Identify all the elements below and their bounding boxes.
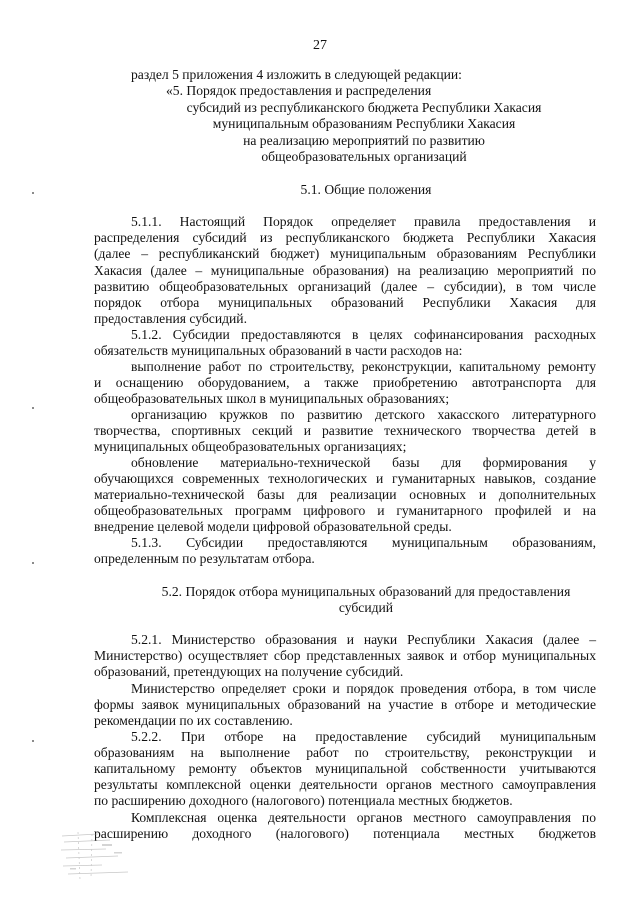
paragraph-line: обязательств муниципальных образований в части расходов на: — [94, 343, 463, 358]
paragraph-line: образованиям на выполнение работ по строительству, реконструкции и — [94, 745, 596, 760]
paragraph-line: образований, претендующих на получение субсидий. — [94, 664, 404, 679]
page-number: 27 — [313, 38, 327, 53]
paragraph-line: 5.1.2. Субсидии предоставляются в целях софинансирования расходных — [131, 327, 596, 342]
scan-mark — [32, 562, 34, 564]
scan-mark — [32, 192, 34, 194]
paragraph-line: 5.1.1. Настоящий Порядок определяет правила предоставления и — [131, 214, 596, 229]
paragraph-line: Комплексная оценка деятельности органов местного самоуправления по — [131, 810, 596, 825]
paragraph-line: 5.2.2. При отборе на предоставление субсидий муниципальным — [131, 729, 596, 744]
faint-stamp-icon — [58, 828, 166, 884]
paragraph-line: творчества, спортивных секций и развитие технического творчества детей в — [94, 423, 596, 438]
title-line: «5. Порядок предоставления и распределения — [166, 83, 432, 98]
scan-mark — [32, 407, 34, 409]
paragraph-line: расширению доходного (налогового) потенциала местных бюджетов — [94, 826, 596, 841]
paragraph-line: развитию общеобразовательных организаций (далее – субсидии), в том числе — [94, 279, 596, 294]
paragraph-line: результаты комплексной оценки деятельности органов местного самоуправления — [94, 777, 596, 792]
paragraph-line: формы заявок муниципальных образований на участие в отборе и методические — [94, 697, 596, 712]
paragraph-line: организацию кружков по развитию детского хакасского литературного — [131, 407, 596, 422]
paragraph-line: капитальному ремонту объектов муниципальной собственности учитываются — [94, 761, 596, 776]
section-heading-5-2: 5.2. Порядок отбора муниципальных образований для предоставления — [161, 584, 571, 599]
title-line: муниципальным образованиям Республики Хакасия — [212, 116, 516, 131]
paragraph-line: (далее – республиканский бюджет) муниципальным образованиям Республики — [94, 246, 596, 261]
paragraph-line: Хакасия (далее – муниципальные образования) на реализацию мероприятий по — [94, 263, 596, 278]
scan-mark — [32, 740, 34, 742]
paragraph-line: Министерство определяет сроки и порядок проведения отбора, в том числе — [131, 681, 596, 696]
paragraph-line: обновление материально-технической базы для формирования у — [131, 455, 596, 470]
paragraph-line: распределения субсидий из республиканского бюджета Республики Хакасия — [94, 230, 596, 245]
paragraph-line: по расширению доходного (налогового) потенциала местных бюджетов. — [94, 793, 513, 808]
paragraph-line: и оснащению оборудованием, а также приобретению автотранспорта для — [94, 375, 596, 390]
title-line: общеобразовательных организаций — [261, 149, 467, 164]
paragraph-line: общеобразовательных школ в муниципальных образованиях; — [94, 391, 450, 406]
section-heading-5-1: 5.1. Общие положения — [300, 182, 432, 197]
paragraph-line: общеобразовательных программ цифрового и гуманитарного профилей и на — [94, 503, 596, 518]
paragraph-line: материально-технической базы для реализации основных и дополнительных — [94, 487, 596, 502]
paragraph-line: 5.1.3. Субсидии предоставляются муниципальным образованиям, — [131, 535, 596, 550]
title-line: субсидий из республиканского бюджета Республики Хакасия — [186, 100, 542, 115]
paragraph-line: предоставления субсидий. — [94, 311, 247, 326]
paragraph-line: выполнение работ по строительству, реконструкции, капитальному ремонту — [131, 359, 596, 374]
paragraph-line: 5.2.1. Министерство образования и науки Республики Хакасия (далее – — [131, 632, 596, 647]
paragraph-line: обучающихся современных технологических и гуманитарных навыков, создание — [94, 471, 596, 486]
paragraph-line: муниципальных общеобразовательных организациях; — [94, 439, 407, 454]
paragraph-line: внедрение целевой модели цифровой образовательной среды. — [94, 519, 452, 534]
paragraph-line: определенным по результатам отбора. — [94, 551, 315, 566]
title-line: на реализацию мероприятий по развитию — [243, 133, 485, 148]
paragraph-line: рекомендации по их составлению. — [94, 713, 293, 728]
section-heading-5-2: субсидий — [338, 600, 394, 615]
paragraph-line: Министерство) осуществляет сбор представленных заявок и отбор муниципальных — [94, 648, 596, 663]
intro-line: раздел 5 приложения 4 изложить в следующей редакции: — [131, 67, 462, 82]
paragraph-line: порядок отбора муниципальных образований Республики Хакасия для — [94, 295, 596, 310]
